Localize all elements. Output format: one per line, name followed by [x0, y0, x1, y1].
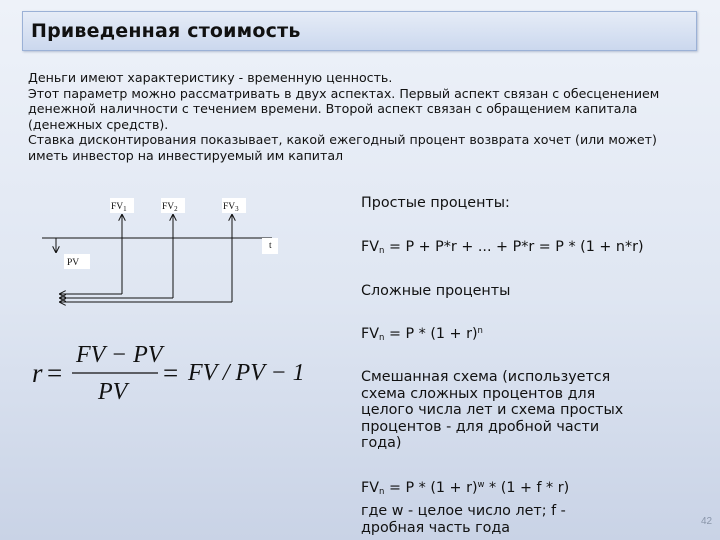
simple-interest-formula: $FV_n = P + P*r$ + ... + P*r = P * (1 + n*r)	[361, 239, 644, 256]
simple-interest-heading: Простые проценты:	[361, 195, 510, 211]
mixed-scheme-text	[361, 369, 623, 452]
formula-r: r	[32, 358, 43, 388]
pv-label: PV	[67, 258, 80, 268]
fv2-label: $FV_2$	[162, 202, 178, 213]
mixed-scheme-formula: $FV_n = P * (1 + r)^w * (1 + f * r)$	[361, 480, 570, 497]
mixed-text-line: года)	[361, 435, 402, 451]
mixed-text-line: Смешанная схема (используется	[361, 369, 611, 385]
intro-text	[28, 70, 688, 164]
cash-flow-diagram	[36, 192, 286, 317]
compound-interest-formula: $FV_n = P * (1 + r)^n$	[361, 326, 483, 343]
formula-rhs: FV / PV − 1	[188, 360, 305, 386]
compound-interest-heading: Сложные проценты	[361, 283, 511, 299]
page-number: 42	[701, 516, 713, 527]
intro-paragraph-1: Деньги имеют характеристику - временную ценность.	[28, 70, 393, 85]
slide-title: Приведенная стоимость	[31, 20, 301, 42]
intro-paragraph-2: Этот параметр можно рассматривать в двух аспектах. Первый аспект связан с обесценением денежной наличности с течением времени. Второй аспект связан с обращением капитала (денежных средств).	[28, 85, 660, 132]
mixed-scheme-note	[361, 503, 566, 536]
fv3-label: $FV_3$	[223, 202, 239, 213]
note-line: где w - целое число лет; f -	[361, 503, 566, 519]
title-box	[22, 11, 697, 51]
mixed-text-line: процентов - для дробной части	[361, 418, 600, 435]
formula-eq-1: =	[47, 358, 63, 388]
formula-numerator: FV − PV	[76, 342, 163, 368]
mixed-text-line: целого числа лет и схема простых	[361, 402, 624, 418]
mixed-text-line: схема сложных процентов для	[361, 385, 596, 402]
intro-paragraph-3: Ставка дисконтирования показывает, какой ежегодный процент возврата хочет (или может) иметь инвестор на инвестируемый им капитал	[28, 132, 657, 163]
t-label: t	[269, 241, 272, 251]
formula-eq-2: =	[163, 358, 179, 388]
fv1-label: $FV_1$	[111, 202, 127, 213]
note-line: дробная часть года	[361, 519, 511, 536]
rate-formula	[30, 336, 330, 408]
formula-denominator: PV	[98, 379, 128, 405]
